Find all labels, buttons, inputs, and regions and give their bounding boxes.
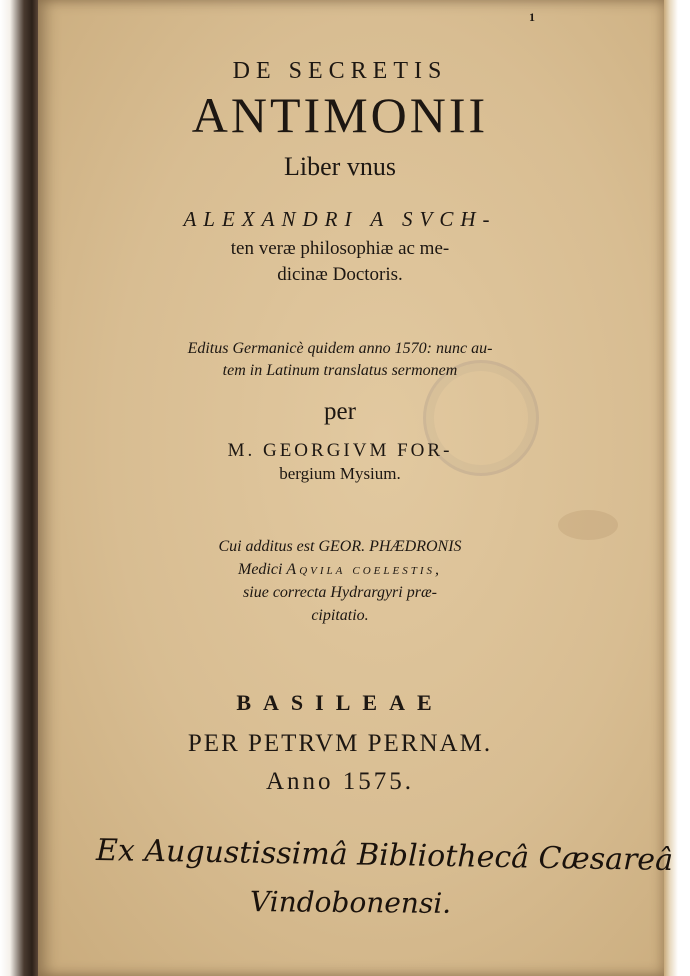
edition-line-1: Editus Germanicè quidem anno 1570: nunc au- [187, 340, 493, 357]
inscription-line-1: Ex Augustissimâ Bibliothecâ Cæsareâ [95, 832, 674, 879]
addition-line-2 [70, 561, 610, 579]
inscription-line-2: Vindobonensi. [249, 885, 452, 920]
handwritten-inscription [70, 820, 674, 950]
imprint-city: BASILEAE [236, 690, 444, 715]
title-line-1: DE SECRETIS [232, 58, 448, 84]
imprint-printer: PER PETRVM PERNAM. [187, 730, 493, 757]
book-spine [0, 0, 40, 976]
page-edge [664, 0, 690, 976]
author-line-1: ALEXANDRI A SVCH- [183, 207, 497, 231]
edition-line-2: tem in Latinum translatus sermonem [222, 362, 458, 379]
translator-line-2: bergium Mysium. [279, 464, 401, 483]
author-line-2: ten veræ philosophiæ ac me- [230, 238, 450, 259]
title-line-2: ANTIMONII [191, 87, 489, 143]
per-word: per [324, 398, 356, 425]
translator-line-1: M. GEORGIVM FOR- [227, 440, 453, 461]
addition-line-2-medici: Medici [238, 561, 283, 578]
imprint-year: Anno 1575. [265, 768, 415, 795]
addition-line-2-aqvila: Aqvila coelestis, [286, 561, 442, 578]
author-line-3: dicinæ Doctoris. [277, 264, 403, 285]
addition-line-3: siue correcta Hydrargyri præ- [243, 584, 437, 601]
addition-line-1: Cui additus est GEOR. PHÆDRONIS [218, 538, 462, 555]
leaf-number: 1 [529, 10, 535, 24]
title-line-3: Liber vnus [284, 152, 396, 181]
addition-line-4: cipitatio. [311, 607, 369, 624]
paper-stain [558, 510, 618, 540]
